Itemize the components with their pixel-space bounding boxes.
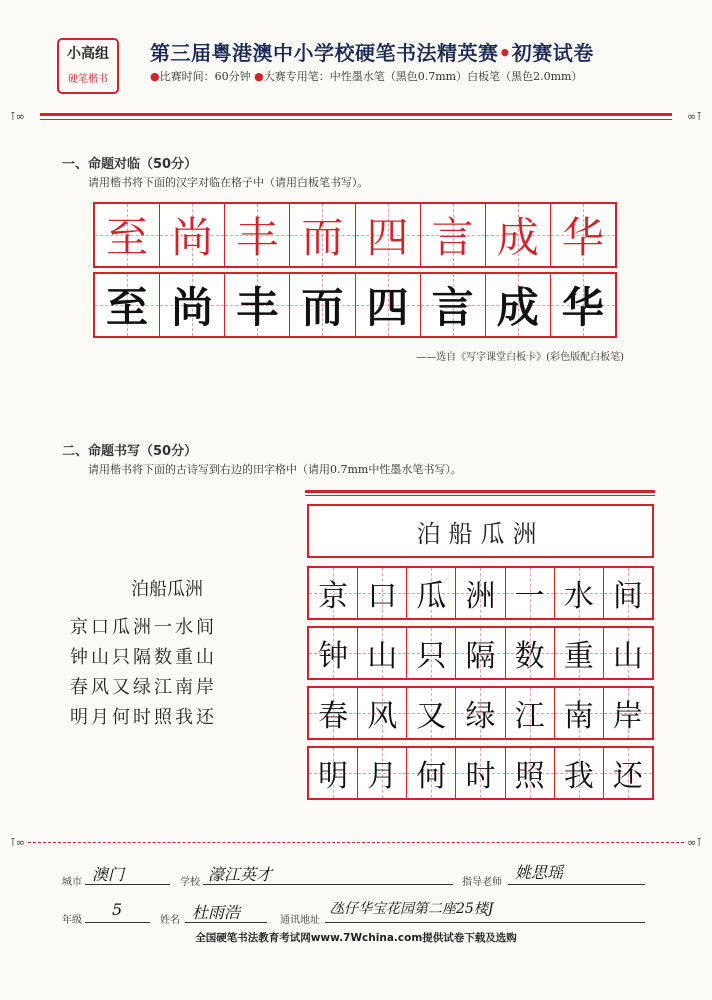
header-divider-thin bbox=[40, 119, 672, 120]
grid-char: 明 bbox=[318, 759, 349, 794]
name-underline bbox=[185, 922, 267, 923]
ornament-right-icon: ∞⊺ bbox=[687, 836, 702, 849]
city-label: 城市 bbox=[62, 877, 82, 888]
grid-cell bbox=[356, 204, 421, 266]
teacher-label: 指导老师 bbox=[462, 877, 502, 888]
badge-group-label: 小高组 bbox=[67, 46, 109, 62]
grid-char: 水 bbox=[563, 579, 594, 614]
grid-cell bbox=[95, 274, 160, 336]
grid-cell bbox=[604, 628, 652, 678]
ornament-left-icon: ⊺∞ bbox=[10, 110, 25, 123]
grid-char: 四 bbox=[366, 283, 409, 332]
source-note: ——选自《写字课堂白板卡》(彩色版配白板笔) bbox=[416, 352, 624, 363]
header-divider bbox=[40, 113, 672, 116]
grid-char: 钟 bbox=[318, 639, 349, 674]
written-poem-title: 泊船瓜洲 bbox=[307, 504, 654, 558]
grid-char: 数 bbox=[514, 639, 545, 674]
exam-info bbox=[150, 68, 582, 84]
grid-char: 岸 bbox=[612, 699, 643, 734]
school-underline bbox=[203, 884, 453, 885]
grid-cell bbox=[456, 568, 505, 618]
grid-char: 成 bbox=[496, 213, 539, 262]
grid-char: 四 bbox=[366, 213, 409, 262]
grid-cell bbox=[486, 204, 551, 266]
grid-cell bbox=[290, 274, 355, 336]
grid-char: 口 bbox=[367, 579, 398, 614]
school-label: 学校 bbox=[180, 877, 200, 888]
grid-cell bbox=[356, 274, 421, 336]
answer-frame-top bbox=[305, 490, 655, 493]
grid-char: 尚 bbox=[171, 213, 214, 262]
grid-char: 山 bbox=[367, 639, 398, 674]
copy-grid bbox=[93, 272, 617, 338]
grid-cell bbox=[358, 688, 407, 738]
grid-cell bbox=[421, 204, 486, 266]
grid-cell bbox=[551, 274, 615, 336]
grid-char: 华 bbox=[561, 283, 604, 332]
poem-reference bbox=[62, 575, 272, 733]
section1-heading: 一、命题对临（50分） bbox=[62, 157, 198, 172]
grid-cell bbox=[486, 274, 551, 336]
grid-char: 华 bbox=[561, 213, 604, 262]
grid-cell bbox=[160, 274, 225, 336]
grid-cell bbox=[555, 748, 604, 798]
grid-cell bbox=[456, 628, 505, 678]
section2-heading: 二、命题书写（50分） bbox=[62, 444, 198, 459]
grid-cell bbox=[604, 688, 652, 738]
address-underline bbox=[325, 922, 645, 923]
grid-cell bbox=[456, 688, 505, 738]
grid-cell bbox=[309, 748, 358, 798]
exam-pen: 大赛专用笔：中性墨水笔（黑色0.7mm）白板笔（黑色2.0mm） bbox=[263, 70, 583, 83]
grid-char: 月 bbox=[367, 759, 398, 794]
name-value: 杜雨浩 bbox=[192, 903, 241, 922]
grid-cell bbox=[555, 688, 604, 738]
grid-char: 又 bbox=[416, 699, 447, 734]
grid-char: 丰 bbox=[236, 283, 279, 332]
grid-cell bbox=[95, 204, 160, 266]
grid-char: 春 bbox=[318, 699, 349, 734]
grid-char: 还 bbox=[612, 759, 643, 794]
grid-char: 隔 bbox=[465, 639, 496, 674]
grid-cell bbox=[407, 568, 456, 618]
grid-char: 间 bbox=[612, 579, 643, 614]
poem-line: 京口瓜洲一水间 bbox=[70, 617, 217, 638]
title-dot: • bbox=[498, 41, 512, 65]
writing-row bbox=[307, 686, 654, 740]
ornament-left-icon: ⊺∞ bbox=[10, 836, 25, 849]
grid-char: 山 bbox=[612, 639, 643, 674]
school-value: 濠江英才 bbox=[208, 865, 273, 884]
grid-cell bbox=[555, 568, 604, 618]
grid-char: 至 bbox=[106, 213, 149, 262]
grid-char: 时 bbox=[465, 759, 496, 794]
grid-char: 至 bbox=[106, 283, 149, 332]
grid-cell bbox=[604, 568, 652, 618]
grid-char: 而 bbox=[301, 283, 344, 332]
grid-char: 我 bbox=[563, 759, 594, 794]
grid-cell bbox=[225, 274, 290, 336]
teacher-underline bbox=[508, 884, 645, 885]
grid-cell bbox=[309, 628, 358, 678]
name-label: 姓名 bbox=[160, 915, 180, 926]
badge-style-label: 硬笔楷书 bbox=[68, 74, 108, 85]
grid-cell bbox=[456, 748, 505, 798]
grid-char: 绿 bbox=[465, 699, 496, 734]
grid-cell bbox=[358, 628, 407, 678]
grid-char: 江 bbox=[514, 699, 545, 734]
grid-cell bbox=[555, 628, 604, 678]
poem-title: 泊船瓜洲 bbox=[131, 579, 203, 600]
section2-instruction: 请用楷书将下面的古诗写到右边的田字格中（请用0.7mm中性墨水笔书写）。 bbox=[88, 463, 462, 476]
grid-cell bbox=[421, 274, 486, 336]
grid-char: 京 bbox=[318, 579, 349, 614]
group-badge bbox=[57, 38, 119, 94]
grid-char: 丰 bbox=[236, 213, 279, 262]
bullet-icon: ● bbox=[150, 70, 160, 83]
grid-cell bbox=[309, 568, 358, 618]
grade-value: 5 bbox=[112, 900, 123, 919]
grid-char: 言 bbox=[431, 213, 474, 262]
grid-cell bbox=[506, 628, 555, 678]
grid-char: 一 bbox=[514, 579, 545, 614]
poem-line: 春风又绿江南岸 bbox=[70, 677, 217, 698]
footer-note: 全国硬笔书法教育考试网www.7Wchina.com提供试卷下载及选购 bbox=[195, 932, 517, 944]
grid-cell bbox=[506, 568, 555, 618]
grid-char: 重 bbox=[563, 639, 594, 674]
city-value: 澳门 bbox=[92, 865, 125, 884]
poem-line: 明月何时照我还 bbox=[70, 707, 217, 728]
grid-cell bbox=[407, 748, 456, 798]
model-grid bbox=[93, 202, 617, 268]
grid-cell bbox=[358, 748, 407, 798]
grid-cell bbox=[551, 204, 615, 266]
grid-cell bbox=[225, 204, 290, 266]
section1-instruction: 请用楷书将下面的汉字对临在格子中（请用白板笔书写）。 bbox=[88, 176, 369, 189]
grid-char: 洲 bbox=[465, 579, 496, 614]
grid-cell bbox=[604, 748, 652, 798]
writing-row bbox=[307, 566, 654, 620]
title-main: 第三届粤港澳中小学校硬笔书法精英赛 bbox=[150, 41, 499, 65]
grid-cell bbox=[407, 628, 456, 678]
grid-cell bbox=[160, 204, 225, 266]
address-value: 氹仔华宝花园第二座25楼J bbox=[330, 901, 494, 917]
page-title bbox=[150, 37, 594, 66]
city-underline bbox=[85, 884, 170, 885]
grid-char: 言 bbox=[431, 283, 474, 332]
poem-line: 钟山只隔数重山 bbox=[70, 647, 217, 668]
grid-char: 只 bbox=[416, 639, 447, 674]
writing-row bbox=[307, 626, 654, 680]
writing-row bbox=[307, 746, 654, 800]
answer-frame-top-thin bbox=[305, 495, 655, 496]
grade-underline bbox=[85, 922, 150, 923]
grid-cell bbox=[358, 568, 407, 618]
grid-cell bbox=[506, 688, 555, 738]
grid-char: 瓜 bbox=[416, 579, 447, 614]
grid-char: 风 bbox=[367, 699, 398, 734]
exam-time: 比赛时间：60分钟 bbox=[159, 70, 251, 83]
grid-char: 照 bbox=[514, 759, 545, 794]
address-label: 通讯地址 bbox=[280, 915, 320, 926]
grid-cell bbox=[309, 688, 358, 738]
form-divider bbox=[28, 842, 684, 843]
grid-cell bbox=[407, 688, 456, 738]
bullet-icon: ● bbox=[254, 70, 264, 83]
ornament-right-icon: ∞⊺ bbox=[687, 110, 702, 123]
grade-label: 年级 bbox=[62, 915, 82, 926]
grid-char: 成 bbox=[496, 283, 539, 332]
teacher-value: 姚思瑶 bbox=[515, 863, 564, 882]
grid-cell bbox=[506, 748, 555, 798]
title-suffix: 初赛试卷 bbox=[511, 41, 594, 65]
grid-cell bbox=[290, 204, 355, 266]
grid-char: 而 bbox=[301, 213, 344, 262]
grid-char: 何 bbox=[416, 759, 447, 794]
grid-char: 尚 bbox=[171, 283, 214, 332]
grid-char: 南 bbox=[563, 699, 594, 734]
